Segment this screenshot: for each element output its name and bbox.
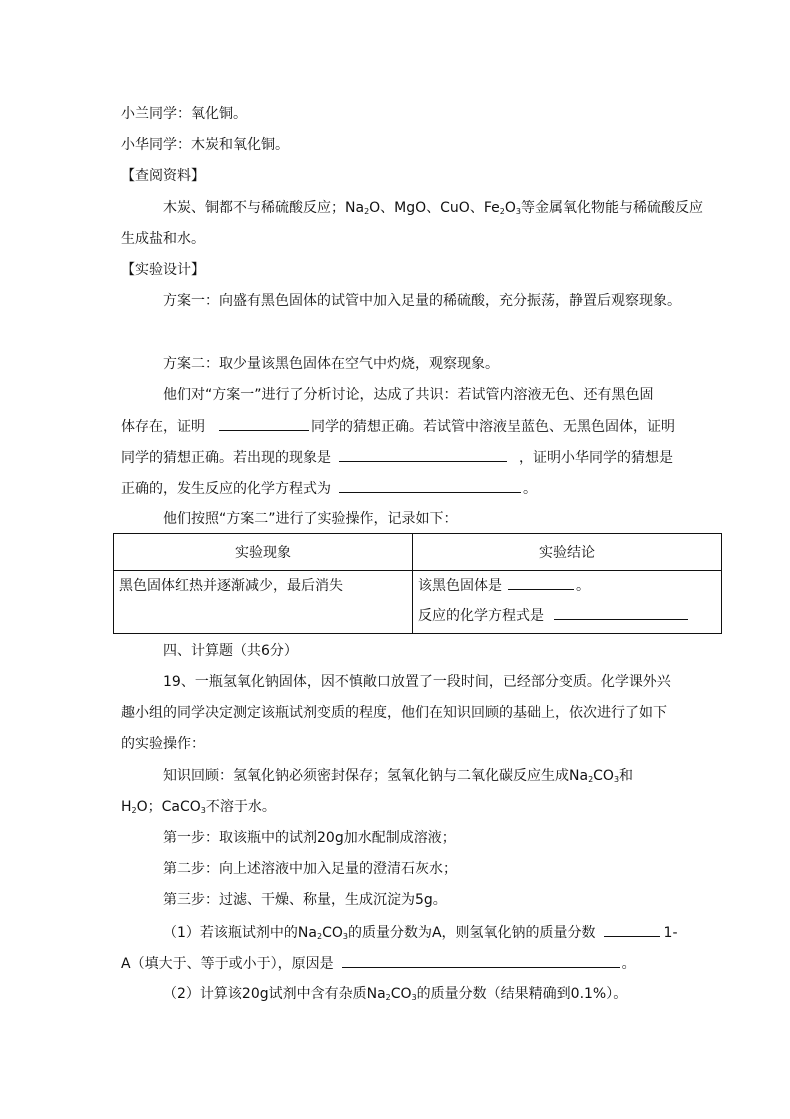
- answer-blank-compare[interactable]: [604, 922, 660, 937]
- answer-blank-table-equation[interactable]: [554, 605, 688, 620]
- step-three: 第三步：过滤、干燥、称量，生成沉淀为5g。: [163, 892, 447, 908]
- answer-blank-1[interactable]: [219, 416, 309, 431]
- answer-blank-reason[interactable]: [342, 953, 620, 968]
- section-heading-design: 【实验设计】: [121, 262, 205, 278]
- section-heading-reference: 【查阅资料】: [121, 168, 205, 184]
- section-heading-calculation: 四、计算题（共6分）: [163, 643, 298, 659]
- discussion-line2: 体存在，证明 同学的猜想正确。若试管中溶液呈蓝色、无黑色固体，证明: [121, 416, 675, 437]
- table-cell-observation: 黑色固体红热并逐渐减少，最后消失: [114, 571, 413, 634]
- plan-two: 方案二：取少量该黑色固体在空气中灼烧，观察现象。: [163, 356, 499, 372]
- question19-line3: 的实验操作：: [121, 736, 205, 752]
- table-header-phenomenon: 实验现象: [114, 534, 413, 571]
- step-one: 第一步：取该瓶中的试剂20g加水配制成溶液；: [163, 830, 456, 846]
- guess-xiaolan: 小兰同学：氧化铜。: [121, 106, 247, 122]
- plan-one: 方案一：向盛有黑色固体的试管中加入足量的稀硫酸，充分振荡，静置后观察现象。: [163, 293, 681, 309]
- discussion-line4: 正确的，发生反应的化学方程式为 。: [121, 478, 537, 499]
- question19-line1: 19、一瓶氢氧化钠固体，因不慎敞口放置了一段时间，已经部分变质。化学课外兴: [163, 674, 671, 690]
- knowledge-review-line1: 知识回顾：氢氧化钠必须密封保存；氢氧化钠与二氧化碳反应生成$Na_2CO_3$和: [163, 768, 634, 784]
- reference-text-line2: 生成盐和水。: [121, 231, 205, 247]
- knowledge-review-line2: $H_2O$；CaCO$_3$不溶于水。: [121, 799, 276, 815]
- question19-line2: 趣小组的同学决定测定该瓶试剂变质的程度，他们在知识回顾的基础上，依次进行了如下: [121, 705, 667, 721]
- experiment-table: [113, 533, 722, 634]
- subquestion-1-line1: （1）若该瓶试剂中的$Na_2CO_3$的质量分数为A，则氢氧化钠的质量分数 1-: [163, 922, 678, 943]
- guess-xiaohua: 小华同学：木炭和氧化铜。: [121, 137, 289, 153]
- discussion-line1: 他们对“方案一”进行了分析讨论，达成了共识：若试管内溶液无色、还有黑色固: [163, 387, 654, 403]
- answer-blank-phenomenon[interactable]: [339, 447, 507, 462]
- answer-blank-equation[interactable]: [339, 478, 521, 493]
- answer-blank-solid[interactable]: [508, 575, 574, 590]
- plan-two-record-intro: 他们按照“方案二”进行了实验操作，记录如下：: [163, 511, 458, 527]
- table-cell-conclusion: 该黑色固体是 。 反应的化学方程式是: [413, 571, 722, 634]
- subquestion-2: （2）计算该20g试剂中含有杂质$Na_2CO_3$的质量分数（结果精确到0.1%）。: [163, 986, 628, 1002]
- reference-text-line1: 木炭、铜都不与稀硫酸反应；$Na_2O$、MgO、CuO、$Fe_2O_3$等金属氧化物能与稀硫酸反应: [163, 200, 703, 216]
- table-header-conclusion: 实验结论: [413, 534, 722, 571]
- step-two: 第二步：向上述溶液中加入足量的澄清石灰水；: [163, 861, 457, 877]
- subquestion-1-line2: A（填大于、等于或小于），原因是 。: [121, 953, 636, 974]
- discussion-line3: 同学的猜想正确。若出现的现象是 ，证明小华同学的猜想是: [121, 447, 673, 468]
